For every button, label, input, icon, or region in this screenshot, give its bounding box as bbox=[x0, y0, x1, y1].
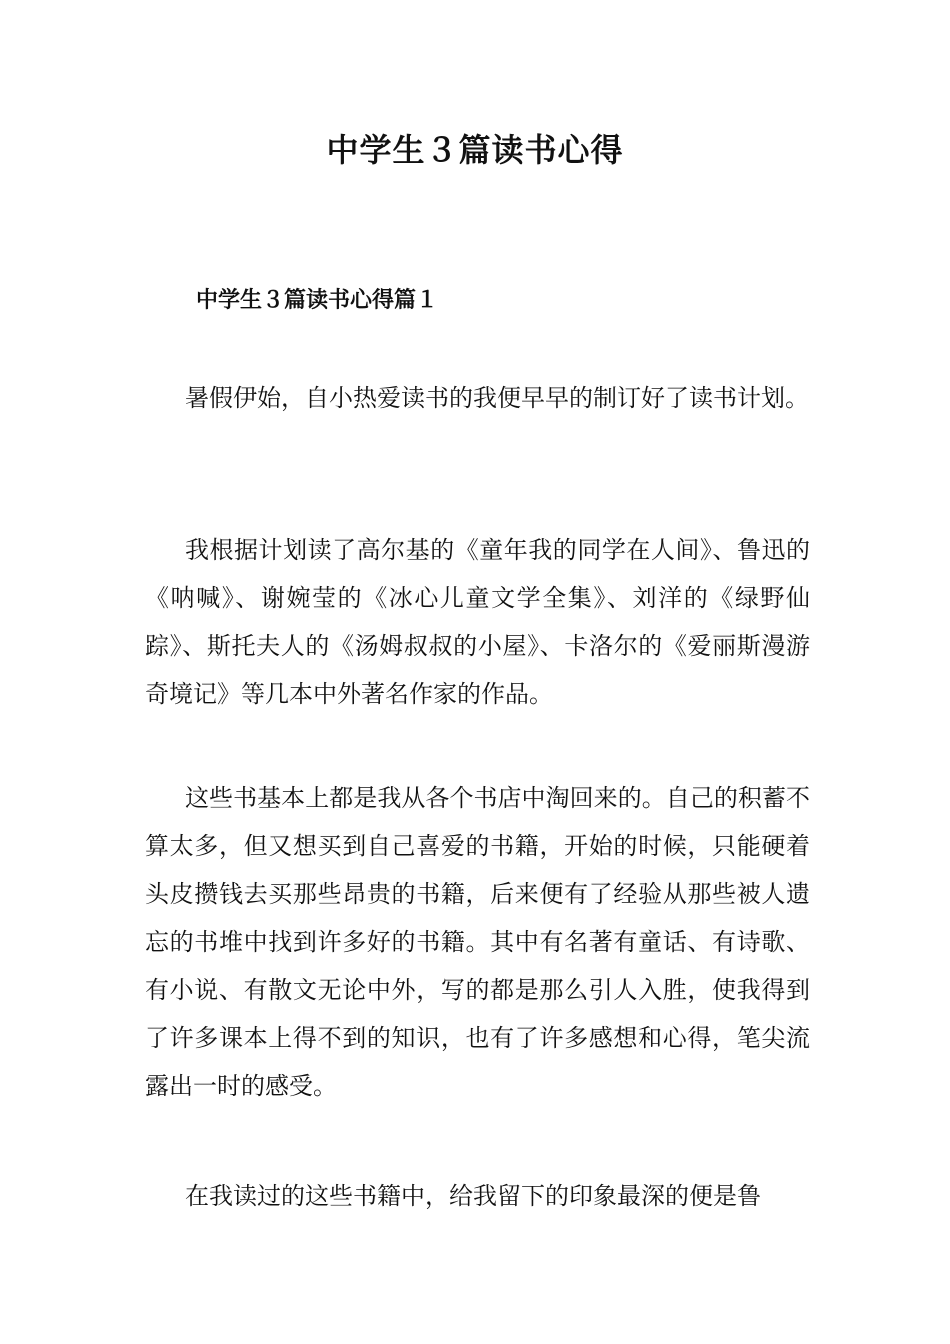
section-heading: 中学生３篇读书心得篇１ bbox=[196, 287, 439, 313]
paragraph-3: 这些书基本上都是我从各个书店中淘回来的。自己的积蓄不算太多，但又想买到自己喜爱的书籍，开始的时候，只能硬着头皮攒钱去买那些昂贵的书籍，后来便有了经验从那些被人遗忘的书堆中找到许多好的书籍。其中有名著有童话、有诗歌、有小说、有散文无论中外，写的都是那么引人入胜，使我得到了许多课本上得不到的知识，也有了许多感想和心得，笔尖流露出一时的感受。 bbox=[145, 784, 810, 1100]
paragraph-4: 在我读过的这些书籍中，给我留下的印象最深的便是鲁 bbox=[185, 1182, 761, 1210]
paragraph-2: 我根据计划读了高尔基的《童年我的同学在人间》、鲁迅的《呐喊》、谢婉莹的《冰心儿童文学全集》、刘洋的《绿野仙踪》、斯托夫人的《汤姆叔叔的小屋》、卡洛尔的《爱丽斯漫游奇境记》等几本中外著名作家的作品。 bbox=[145, 536, 810, 708]
document-title: 中学生３篇读书心得 bbox=[326, 131, 624, 169]
paragraph-1: 暑假伊始，自小热爱读书的我便早早的制订好了读书计划。 bbox=[185, 384, 809, 412]
